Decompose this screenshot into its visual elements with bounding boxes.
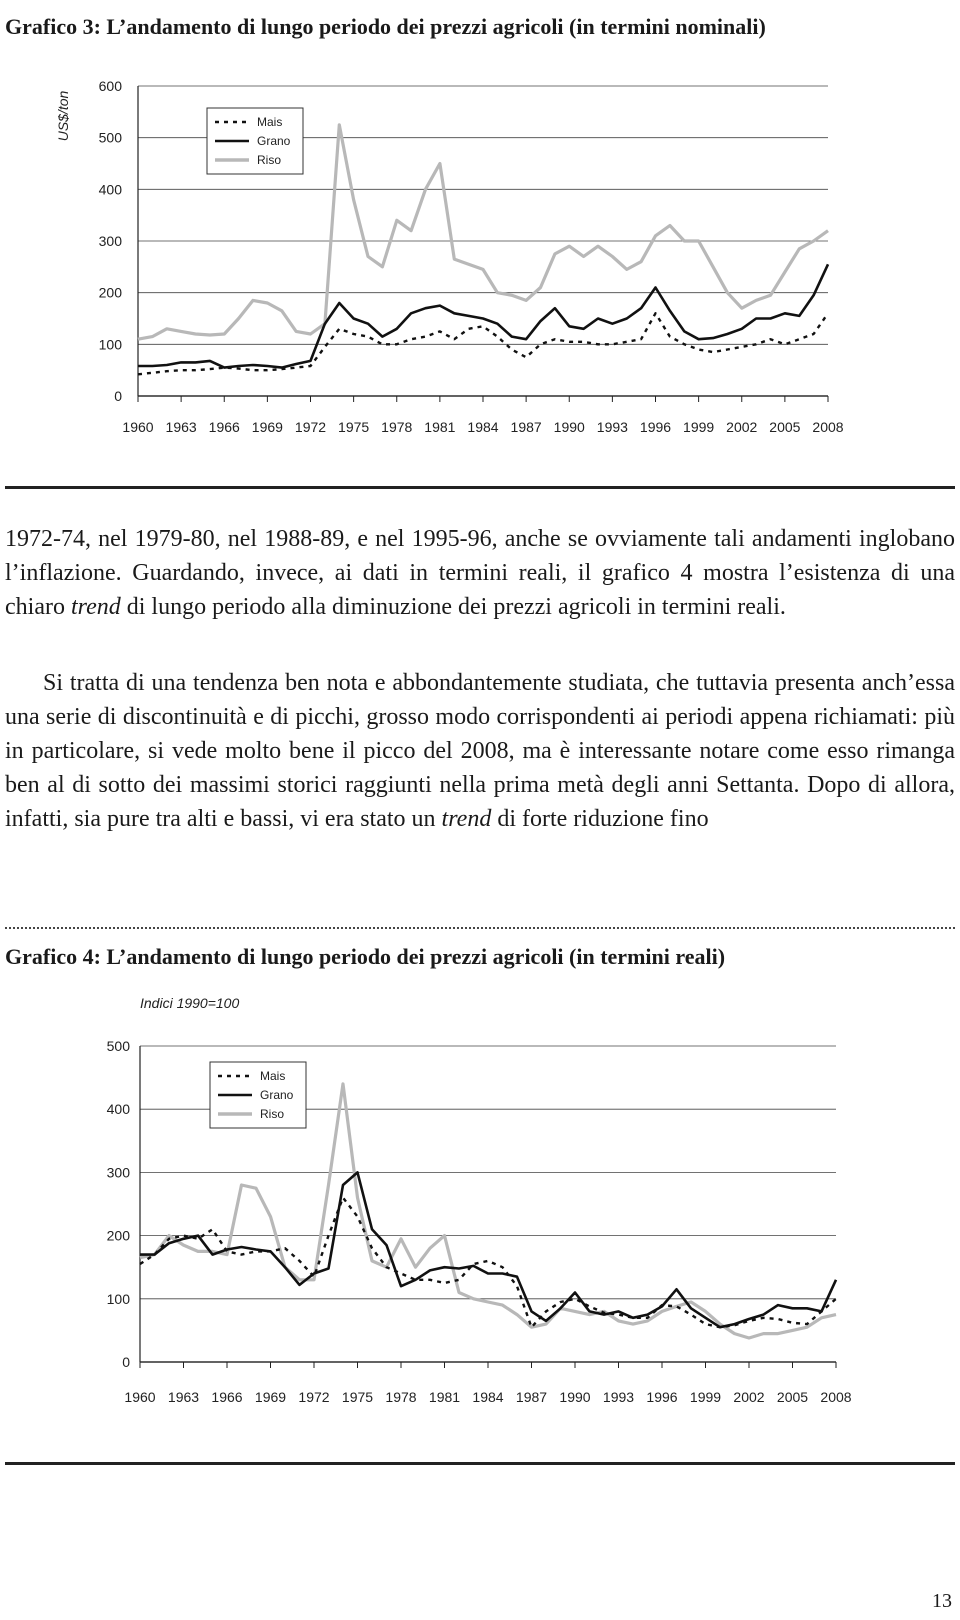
y-tick-label: 100 — [98, 336, 122, 353]
x-tick-label: 1963 — [165, 419, 197, 435]
x-tick-label: 1984 — [467, 419, 499, 435]
italic-term: trend — [70, 594, 121, 620]
x-tick-label: 1993 — [602, 1389, 635, 1405]
chart3-title: Grafico 3: L’andamento di lungo periodo dei prezzi agricoli (in termini nominali) — [5, 14, 766, 39]
x-tick-label: 2002 — [726, 419, 758, 435]
x-tick-label: 1987 — [510, 419, 542, 435]
x-tick-label: 1993 — [596, 419, 628, 435]
x-tick-label: 1987 — [515, 1389, 548, 1405]
x-tick-label: 1978 — [381, 419, 413, 435]
series-mais-line — [140, 1198, 836, 1328]
legend-label-riso: Riso — [260, 1107, 285, 1121]
x-tick-label: 1966 — [208, 419, 240, 435]
y-tick-label: 600 — [98, 78, 122, 94]
x-tick-label: 1990 — [559, 1389, 591, 1405]
text-run: di lungo periodo alla diminuzione dei prezzi agricoli in termini reali. — [120, 594, 786, 620]
y-axis-label: Indici 1990=100 — [140, 995, 240, 1011]
page-number: 13 — [932, 1590, 952, 1612]
body-paragraph — [5, 522, 955, 624]
x-tick-label: 1996 — [646, 1389, 678, 1405]
chart4-title: Grafico 4: L’andamento di lungo periodo dei prezzi agricoli (in termini reali) — [5, 944, 726, 969]
y-tick-label: 200 — [98, 284, 122, 301]
x-tick-label: 1972 — [294, 419, 327, 435]
x-tick-label: 1996 — [639, 419, 672, 435]
x-tick-label: 1969 — [251, 419, 283, 435]
legend-label-grano: Grano — [260, 1088, 294, 1102]
legend — [210, 1062, 306, 1128]
nominal-prices-chart — [0, 60, 960, 470]
y-tick-label: 200 — [106, 1227, 130, 1244]
y-axis-label: US$/ton — [55, 90, 71, 142]
legend-label-mais: Mais — [260, 1069, 286, 1083]
x-tick-label: 1960 — [122, 419, 154, 435]
legend-label-grano: Grano — [257, 134, 291, 148]
x-tick-label: 1978 — [385, 1389, 417, 1405]
legend — [207, 108, 303, 174]
y-tick-label: 500 — [98, 129, 122, 146]
x-tick-label: 1981 — [428, 1389, 461, 1405]
text-run: di forte riduzione fino — [491, 806, 709, 832]
body-paragraph — [5, 666, 955, 836]
x-tick-label: 1960 — [124, 1389, 156, 1405]
x-tick-label: 1999 — [689, 1389, 722, 1405]
x-tick-label: 1981 — [424, 419, 456, 435]
y-tick-label: 400 — [106, 1101, 130, 1118]
legend-label-riso: Riso — [257, 153, 282, 167]
x-tick-label: 1975 — [338, 419, 370, 435]
section-rule — [5, 486, 955, 489]
y-tick-label: 500 — [106, 1038, 130, 1054]
real-prices-chart — [0, 990, 960, 1410]
x-tick-label: 2005 — [776, 1389, 809, 1405]
y-tick-label: 100 — [106, 1290, 130, 1307]
x-tick-label: 1999 — [683, 419, 715, 435]
x-tick-label: 2002 — [733, 1389, 765, 1405]
x-tick-label: 2008 — [812, 419, 844, 435]
x-tick-label: 1969 — [254, 1389, 287, 1405]
x-tick-label: 1975 — [341, 1389, 374, 1405]
y-tick-label: 300 — [106, 1164, 130, 1181]
x-tick-label: 1990 — [553, 419, 585, 435]
legend-label-mais: Mais — [257, 115, 283, 129]
x-tick-label: 1972 — [298, 1389, 330, 1405]
x-tick-label: 1966 — [211, 1389, 243, 1405]
italic-term: trend — [441, 806, 492, 832]
text-run: Si tratta di una tendenza ben nota e abbondantemente studiata, che tuttavia presenta anch’essa una serie di discontinuità e di picchi, grosso modo corrispondenti ai periodi appena richiamati: più in particolare, si vede molto bene il picco del 2008, ma è interessante notare come esso rimanga ben al di sotto dei massimi storici raggiunti nella prima metà degli anni Settanta. Dopo di allora, infatti, sia pure tra alti e bassi, vi era stato un — [5, 670, 955, 832]
x-tick-label: 1984 — [472, 1389, 504, 1405]
dotted-separator — [5, 927, 955, 929]
x-tick-label: 2008 — [820, 1389, 852, 1405]
series-grano-line — [140, 1172, 836, 1327]
text-run: 1972-74, nel 1979-80, nel 1988-89, e nel 1995-96, anche se ovviamente tali andamenti inglobano l’inflazione. Guardando, invece, ai dati in termini reali, il grafico 4 mostra l’esistenza di una chiaro — [5, 526, 955, 620]
y-tick-label: 0 — [114, 388, 122, 404]
x-tick-label: 1963 — [167, 1389, 200, 1405]
y-tick-label: 0 — [122, 1354, 130, 1370]
x-tick-label: 2005 — [769, 419, 801, 435]
section-rule — [5, 1462, 955, 1465]
y-tick-label: 400 — [98, 181, 122, 198]
y-tick-label: 300 — [98, 233, 122, 249]
